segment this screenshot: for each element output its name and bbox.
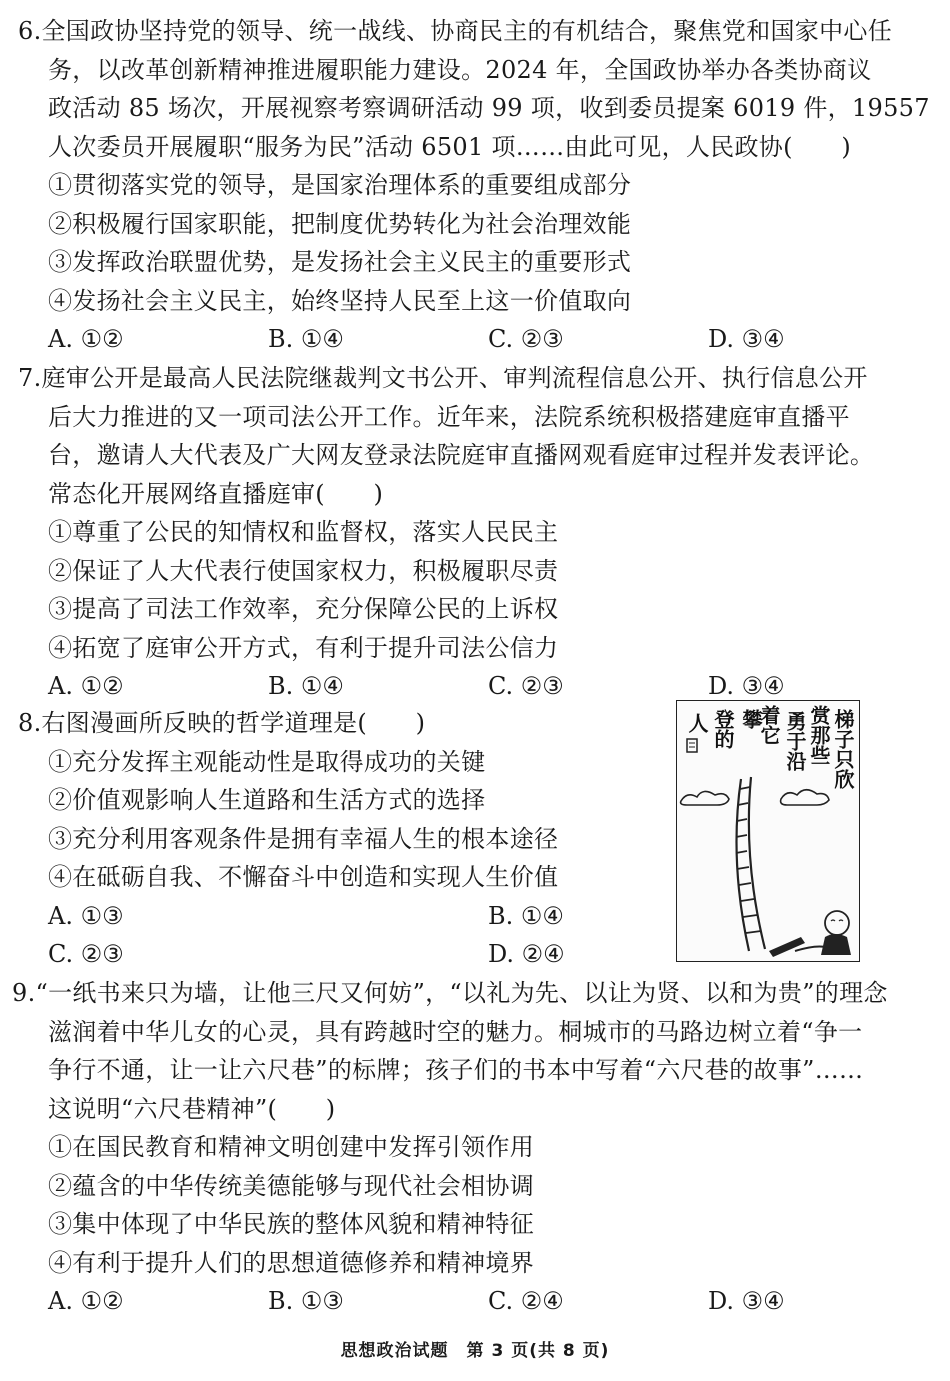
- question-7-option-c[interactable]: C. ②③: [488, 672, 564, 700]
- question-9-statement-2: ②蕴含的中华传统美德能够与现代社会相协调: [48, 1171, 534, 1200]
- cartoon-caption-col-2: 赏那些: [807, 705, 831, 765]
- cartoon-caption-col-1: 梯子只欣: [831, 709, 855, 789]
- question-6-stem-line-3: 政活动 85 场次，开展视察考察调研活动 99 项，收到委员提案 6019 件，19557: [48, 94, 930, 122]
- question-6-stem-line-2: 务，以改革创新精神推进履职能力建设。2024 年，全国政协举办各类协商议: [48, 55, 872, 84]
- question-7-statement-3: ③提高了司法工作效率，充分保障公民的上诉权: [48, 595, 559, 623]
- question-6: [18, 12, 933, 359]
- question-7-option-a[interactable]: A. ①②: [48, 672, 124, 700]
- question-8-statement-1: ①充分发挥主观能动性是取得成功的关键: [48, 747, 486, 776]
- question-8-option-a[interactable]: A. ①③: [48, 901, 124, 930]
- question-9-option-b[interactable]: B. ①③: [268, 1287, 344, 1315]
- question-8-option-c[interactable]: C. ②③: [48, 940, 124, 968]
- question-6-options: [18, 320, 933, 359]
- question-8-option-d[interactable]: D. ②④: [488, 940, 565, 968]
- question-6-statement-3: ③发挥政治联盟优势，是发扬社会主义民主的重要形式: [48, 248, 632, 276]
- question-8-stem-line-1: 8.右图漫画所反映的哲学道理是( ): [18, 709, 426, 737]
- question-8-statement-2: ②价值观影响人生道路和生活方式的选择: [48, 786, 486, 814]
- question-6-option-c[interactable]: C. ②③: [488, 325, 564, 353]
- question-7-stem-line-3: 台，邀请人大代表及广大网友登录法院庭审直播网观看庭审过程并发表评论。: [48, 441, 875, 469]
- question-7: [18, 359, 933, 706]
- question-7-option-b[interactable]: B. ①④: [268, 672, 344, 700]
- question-9-statement-1: ①在国民教育和精神文明创建中发挥引领作用: [48, 1133, 534, 1161]
- question-7-statement-4: ④拓宽了庭审公开方式，有利于提升司法公信力: [48, 633, 559, 662]
- question-6-option-d[interactable]: D. ③④: [708, 325, 785, 353]
- cartoon-caption-col-6: 登的: [711, 709, 735, 749]
- question-9-stem-line-2: 滋润着中华儿女的心灵，具有跨越时空的魅力。桐城市的马路边树立着“争一: [48, 1017, 863, 1046]
- question-7-statement-1: ①尊重了公民的知情权和监督权，落实人民民主: [48, 518, 559, 546]
- question-7-statement-2: ②保证了人大代表行使国家权力，积极履职尽责: [48, 556, 559, 585]
- page-footer: 思想政治试题 第 3 页(共 8 页): [340, 1341, 610, 1361]
- question-8-option-b[interactable]: B. ①④: [488, 901, 564, 930]
- question-9: [12, 974, 933, 1321]
- question-7-stem-line-4: 常态化开展网络直播庭审( ): [48, 479, 384, 508]
- question-8-statement-3: ③充分利用客观条件是拥有幸福人生的根本途径: [48, 824, 559, 853]
- question-6-option-a[interactable]: A. ①②: [48, 325, 124, 353]
- question-6-statement-4: ④发扬社会主义民主，始终坚持人民至上这一价值取向: [48, 286, 632, 315]
- question-7-stem-line-2: 后大力推进的又一项司法公开工作。近年来，法院系统积极搭建庭审直播平: [48, 402, 850, 431]
- cartoon-caption-col-4: 着它: [757, 705, 781, 745]
- question-7-option-d[interactable]: D. ③④: [708, 672, 785, 700]
- question-6-statement-1: ①贯彻落实党的领导，是国家治理体系的重要组成部分: [48, 171, 632, 199]
- cartoon-caption-col-5: 攀: [739, 709, 763, 729]
- cartoon-caption-col-7: 人: [685, 713, 709, 733]
- cartoon-caption-col-3: 勇于沿: [783, 711, 807, 771]
- question-8-statement-4: ④在砥砺自我、不懈奋斗中创造和实现人生价值: [48, 863, 559, 891]
- ladder-cloud-figure-drawing: [677, 701, 861, 963]
- question-6-stem-line-4: 人次委员开展履职“服务为民”活动 6501 项……由此可见，人民政协( ): [48, 132, 851, 161]
- question-9-options: [18, 1282, 933, 1321]
- question-9-option-c[interactable]: C. ②④: [488, 1287, 564, 1315]
- question-9-option-d[interactable]: D. ③④: [708, 1287, 785, 1315]
- question-9-stem-line-1: 9.“一纸书来只为墙，让他三尺又何妨”，“以礼为先、以让为贤、以和为贵”的理念: [12, 979, 888, 1007]
- question-9-stem-line-3: 争行不通，让一让六尺巷”的标牌；孩子们的书本中写着“六尺巷的故事”……: [48, 1056, 864, 1084]
- question-9-statement-4: ④有利于提升人们的思想道德修养和精神境界: [48, 1248, 534, 1277]
- question-9-statement-3: ③集中体现了中华民族的整体风貌和精神特征: [48, 1210, 534, 1238]
- ladder-cartoon: [676, 700, 860, 962]
- question-6-option-b[interactable]: B. ①④: [268, 325, 344, 353]
- question-6-stem-line-1: 6.全国政协坚持党的领导、统一战线、协商民主的有机结合，聚焦党和国家中心任: [18, 17, 892, 45]
- question-7-stem-line-1: 7.庭审公开是最高人民法院继裁判文书公开、审判流程信息公开、执行信息公开: [18, 364, 868, 392]
- question-9-option-a[interactable]: A. ①②: [48, 1287, 124, 1315]
- question-9-stem-line-4: 这说明“六尺巷精神”( ): [48, 1094, 336, 1123]
- question-6-statement-2: ②积极履行国家职能，把制度优势转化为社会治理效能: [48, 209, 632, 238]
